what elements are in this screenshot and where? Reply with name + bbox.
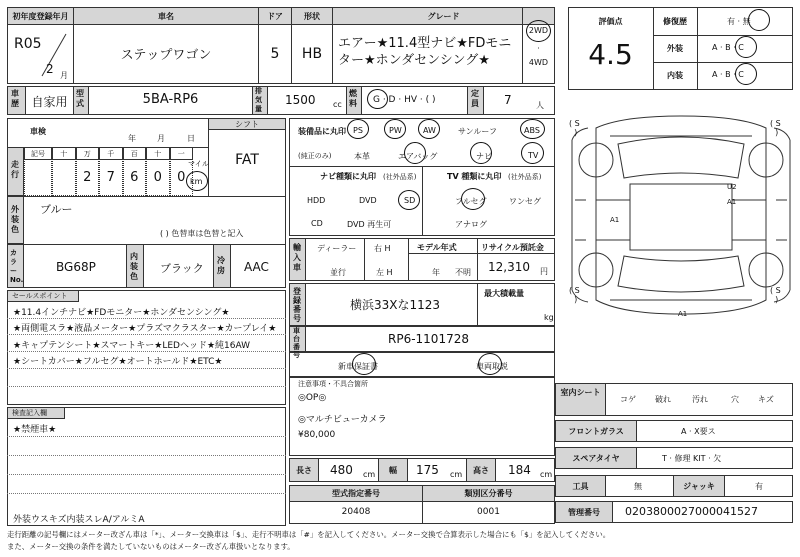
fuel-options: G · D · HV · ( ) [373, 95, 436, 105]
jack-header: ジャッキ [683, 482, 715, 491]
navi-cd: CD [311, 219, 323, 228]
digit-value: 0 [146, 159, 170, 196]
jack-value: 有 [755, 482, 763, 491]
insp-year-unit: 年 [128, 134, 136, 143]
glass-header: フロントガラス [568, 427, 624, 436]
footer-line-2: また、メーター交換の条件を満たしていないものはメーター改ざん車扱いとなります。 [7, 542, 295, 551]
color-header: 外装色 [11, 205, 19, 234]
documents-row [289, 352, 555, 377]
tv-analog: アナログ [455, 220, 487, 229]
model-value: 5BA-RP6 [142, 92, 199, 107]
height-cm: cm [540, 470, 553, 479]
length-header: 長さ [296, 466, 312, 475]
person-unit: 人 [536, 101, 544, 110]
dot: · [537, 44, 540, 53]
cc-unit: cc [333, 100, 342, 109]
registration-header: 登録番号 [293, 287, 301, 323]
class-code-header: 類別区分番号 [422, 485, 555, 502]
repair-label: 修復歴 [663, 17, 687, 26]
seat-opt-burn: コゲ [620, 395, 636, 404]
navi-title: ナビ種類に丸印 [320, 172, 376, 181]
mgmt-value: 0203800027000041527 [625, 505, 758, 518]
tv-oneseg: ワンセグ [509, 197, 541, 206]
equipment-sub: (純正のみ) [298, 152, 332, 160]
mark-a1-left: A1 [610, 216, 620, 224]
month-unit: 月 [60, 71, 68, 80]
glass-value: A · X要ス [681, 427, 716, 436]
digit-value: 0 [170, 159, 194, 196]
sales-line-1: ★11.4インチナビ★FDモニター★ホンダセンシング★ [13, 308, 230, 318]
s-label-front-left: ( S ) [569, 119, 580, 137]
digit-value [52, 159, 76, 196]
carname-header: 車名 [73, 7, 259, 25]
drive-2wd: 2WD [528, 26, 549, 35]
category-value: 自家用 [31, 95, 68, 109]
repair-opts: 有 · 無 [727, 17, 751, 26]
score-label: 評価点 [598, 17, 623, 26]
mark-u2: U2 [727, 183, 737, 191]
mile-label: マイル [188, 160, 209, 168]
fuel-g-circle [367, 89, 388, 109]
seat-opt-tear: 破れ [655, 395, 671, 404]
first-reg-year: R05 [14, 36, 42, 52]
notes-line-1: ◎OP◎ [298, 393, 327, 403]
chassis-header: 車台番号 [293, 327, 300, 359]
type-code-value: 20408 [341, 507, 371, 517]
sales-line-3: ★キャプテンシート★スマートキー★LEDヘッド★純16AW [13, 341, 251, 351]
digit-header: 一 [170, 147, 194, 160]
shift-value: FAT [235, 152, 259, 168]
displacement-value: 1500 [285, 93, 316, 107]
inspector-title: 検査記入欄 [12, 409, 47, 417]
insp-month-unit: 月 [157, 134, 165, 143]
equip-navi: ナビ [476, 152, 492, 161]
import-header: 輸入車 [293, 243, 301, 272]
seat-opt-dirt: 汚れ [692, 395, 708, 404]
fuel-header: 燃料 [349, 89, 357, 108]
equip-ps: PS [353, 126, 363, 135]
equip-tv: TV [528, 151, 539, 160]
digit-value [24, 159, 52, 196]
interior-abc: A · B · C [712, 70, 744, 79]
digit-header: 百 [123, 147, 147, 160]
displacement-header: 排気量 [255, 87, 262, 113]
width-value: 175 [416, 463, 439, 477]
digit-header: 万 [76, 147, 100, 160]
digit-header: 十 [52, 147, 76, 160]
class-code-value: 0001 [477, 507, 500, 517]
car-diagram [562, 100, 800, 332]
score-value: 4.5 [588, 38, 633, 71]
notes-line-3: ¥80,000 [298, 430, 336, 440]
drive-2wd-circle [526, 20, 551, 42]
digit-value: 2 [76, 159, 100, 196]
km-label: km [190, 177, 203, 186]
yen-unit: 円 [540, 267, 548, 276]
mgmt-header: 管理番号 [568, 508, 600, 517]
model-year-year: 年 [432, 268, 440, 277]
sales-line-4: ★シートカバー★フルセグ★オートホールド★ETC★ [13, 357, 223, 367]
equip-leather: 本革 [354, 152, 370, 161]
mark-a1-right: A1 [727, 198, 737, 206]
notes-title: 注意事項・不具合箇所 [298, 380, 368, 388]
first-reg-header: 初年度登録年月 [7, 7, 74, 25]
inspector-bottom-line: 外装ウスキズ内装スレA/アルミA [13, 515, 145, 525]
navi-dvd: DVD [359, 196, 377, 205]
category-header: 車歴 [11, 89, 19, 108]
seat-opt-hole: 穴 [731, 395, 739, 404]
digit-header: 千 [99, 147, 123, 160]
interior-color-header: 内装色 [130, 252, 138, 281]
interior-label: 内装 [667, 71, 683, 80]
import-right-h: 右 H [374, 244, 391, 253]
shape-value: HB [301, 46, 323, 62]
seat-opt-scratch: キズ [758, 395, 774, 404]
first-reg-month: 2 [46, 62, 54, 76]
chassis-value: RP6-1101728 [388, 332, 469, 346]
digit-header: 十 [146, 147, 170, 160]
length-value: 480 [330, 463, 353, 477]
repair-none-circle [748, 9, 770, 31]
sales-title: セールスポイント [12, 292, 68, 300]
equip-sunroof: サンルーフ [458, 127, 497, 136]
import-parallel: 並行 [330, 268, 346, 277]
capacity-value: 7 [504, 93, 512, 107]
capacity-header: 定員 [471, 89, 479, 108]
inspection-label: 車検 [30, 127, 46, 136]
s-label-rear-right: ( S ) [770, 286, 781, 304]
footer-line-1: 走行距離の記号欄にはメーター改ざん車は「*」、メーター交換車は「$」、走行不明車は「#」を記入してください。メーター交換で合算表示した場合にも「$」を記入してください。 [7, 530, 611, 539]
inspector-line-1: ★禁煙車★ [13, 425, 57, 435]
mileage-header: 走行 [11, 160, 19, 179]
s-label-rear-left: ( S ) [569, 286, 580, 304]
color-note: ( ) 色替車は色替と記入 [160, 229, 244, 238]
doors-value: 5 [270, 46, 280, 62]
ac-header: 冷房 [217, 256, 225, 275]
insp-day-unit: 日 [187, 134, 195, 143]
spare-value: T · 修理 KIT · 欠 [662, 454, 722, 463]
equip-airbag: エアバッグ [398, 152, 438, 161]
type-code-header: 型式指定番号 [289, 485, 423, 502]
shift-header: シフト [208, 118, 286, 130]
exterior-abc: A · B · C [712, 43, 744, 52]
navi-dvd-play: DVD 再生可 [347, 220, 392, 229]
s-label-front-right: ( S ) [770, 119, 781, 137]
doors-header: ドア [258, 7, 292, 25]
import-dealer: ディーラー [317, 244, 357, 253]
sales-line-2: ★両側電スラ★液晶メーター★プラズマクラスター★カープレイ★ [13, 324, 277, 334]
interior-b-circle [735, 63, 757, 85]
import-left-h: 左 H [376, 268, 393, 277]
length-cm: cm [363, 470, 376, 479]
spare-header: スペアタイヤ [572, 454, 620, 463]
interior-color-value: ブラック [160, 262, 204, 275]
width-header: 幅 [389, 466, 397, 475]
shape-header: 形状 [291, 7, 333, 25]
navi-hdd: HDD [307, 196, 326, 205]
tv-title-note: (社外品系) [508, 173, 542, 181]
equip-pw: PW [389, 126, 402, 135]
manual-label: 車両取説 [476, 362, 508, 371]
grade-value: エアー★11.4型ナビ★FDモニター★ホンダセンシング★ [338, 36, 512, 68]
load-label: 最大積載量 [484, 289, 524, 298]
kg-unit: kg [544, 313, 554, 322]
exterior-b-circle [735, 36, 757, 58]
seat-header: 室内シート [560, 388, 601, 397]
tools-value: 無 [634, 482, 642, 491]
digit-value: 6 [123, 159, 147, 196]
recycle-value: 12,310 [488, 260, 530, 274]
tv-title: TV 種類に丸印 [447, 172, 502, 181]
model-year-value: 不明 [455, 268, 471, 277]
digit-header: 記号 [24, 147, 52, 160]
warranty-label: 新車保証書 [338, 362, 378, 371]
tools-header: 工具 [572, 482, 589, 491]
width-cm: cm [450, 470, 463, 479]
recycle-label: リサイクル預託金 [481, 243, 544, 252]
navi-sd: SD [404, 196, 416, 205]
ac-value: AAC [244, 260, 269, 274]
capacity-cell [483, 86, 555, 115]
car-name: ステップワゴン [120, 48, 212, 63]
model-year-label: モデル年式 [417, 243, 457, 252]
equipment-title: 装備品に丸印 [298, 127, 346, 136]
height-value: 184 [508, 463, 531, 477]
km-circle [186, 171, 208, 191]
color-no-value: BG68P [56, 260, 96, 274]
height-header: 高さ [473, 466, 489, 475]
exterior-label: 外装 [667, 44, 683, 53]
color-no-header: カラーNo. [10, 249, 24, 284]
mark-a1-rear: A1 [678, 310, 688, 318]
notes-line-2: ◎マルチビューカメラ [298, 415, 387, 425]
digit-value: 7 [99, 159, 123, 196]
equip-aw: AW [423, 126, 436, 135]
navi-title-note: (社外品系) [383, 173, 417, 181]
equip-abs: ABS [524, 126, 540, 135]
footer-notes [7, 529, 793, 553]
tv-fullseg: フルセグ [455, 197, 487, 206]
grade-header: グレード [332, 7, 555, 25]
color-value: ブルー [40, 203, 73, 216]
registration-value: 横浜33Xな1123 [350, 298, 441, 312]
model-header: 型式 [76, 89, 84, 108]
drive-4wd: 4WD [528, 58, 549, 67]
